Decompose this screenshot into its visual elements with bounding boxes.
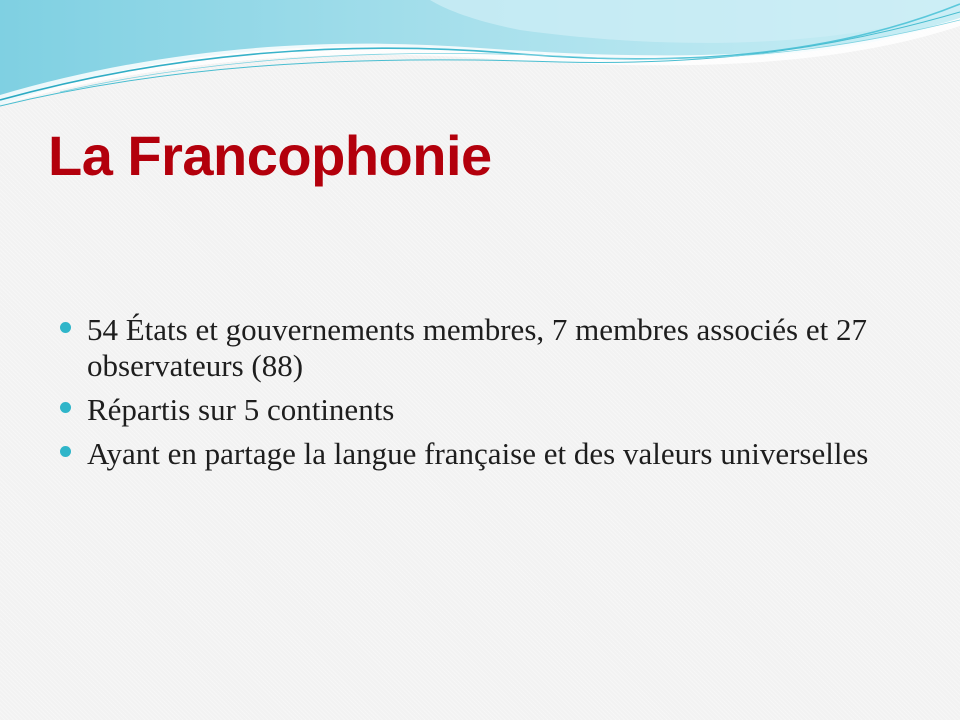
bullet-item xyxy=(60,436,880,472)
bullet-item xyxy=(60,312,880,384)
bullet-text: Ayant en partage la langue française et des valeurs universelles xyxy=(87,436,869,471)
bullet-text: 54 États et gouvernements membres, 7 membres associés et 27 observateurs (88) xyxy=(87,312,867,383)
bullet-dot-icon xyxy=(60,402,71,413)
bullet-list xyxy=(60,312,880,480)
bullet-item xyxy=(60,392,880,428)
header-wave-decoration xyxy=(0,0,960,130)
bullet-text: Répartis sur 5 continents xyxy=(87,392,395,427)
bullet-dot-icon xyxy=(60,322,71,333)
bullet-dot-icon xyxy=(60,446,71,457)
slide-title: La Francophonie xyxy=(48,124,492,187)
